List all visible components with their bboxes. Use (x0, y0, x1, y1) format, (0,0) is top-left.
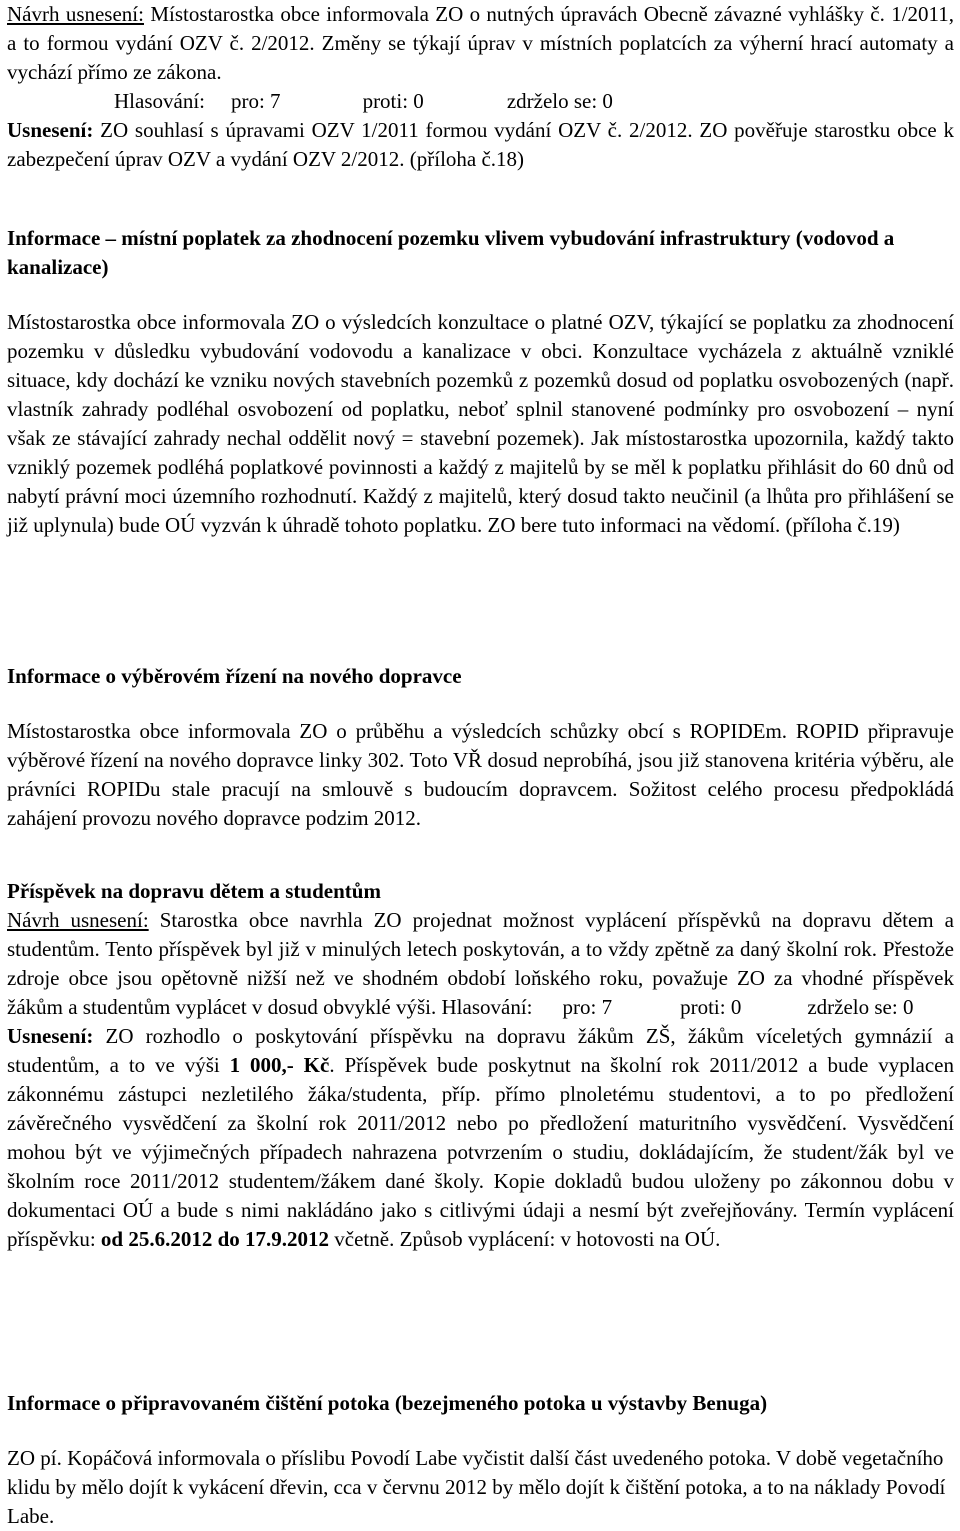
resolution-text: ZO souhlasí s úpravami OZV 1/2011 formou vydání OZV č. 2/2012. ZO pověřuje starostku obce k zabezpečení úprav OZV a vydání OZV 2/2012. (příloha č.18) (7, 118, 954, 171)
section-carrier-tender (7, 662, 954, 833)
allowance-amount: 1 000,- Kč (229, 1053, 330, 1077)
resolution-label: Usnesení: (7, 118, 94, 142)
section-heading: Informace – místní poplatek za zhodnocení pozemku vlivem vybudování infrastruktury (vodovod a kanalizace) (7, 226, 895, 279)
vote-abstain: zdrželo se: 0 (807, 995, 914, 1019)
section-text: Místostarostka obce informovala ZO o průběhu a výsledcích schůzky obcí s ROPIDEm. ROPID připravuje výběrové řízení na nového dopravce linky 302. Toto VŘ dosud neprobíhá, jsou již stanovena kritéria výběru, ale právníci ROPIDu stale pracují na smlouvě s budoucím dopravcem. Sožitost celého procesu předpokládá zahájení provozu nového dopravce podzim 2012. (7, 719, 954, 830)
section-text: ZO pí. Kopáčová informovala o příslibu Povodí Labe vyčistit další část uvedeného potoka. V době vegetačního klidu by mělo dojít k vykácení dřevin, cca v červnu 2012 by mělo dojít k čištění potoka, a to na náklady Povodí Labe. (7, 1446, 946, 1528)
resolution-label: Usnesení: (7, 1024, 94, 1048)
resolution-text-1: ZO rozhodlo o poskytování příspěvku na dopravu žákům ZŠ, žákům víceletých gymnázií a studentům, a to ve výši (7, 1024, 954, 1077)
resolution-text-2: . Příspěvek bude poskytnut na školní rok 2011/2012 a bude vyplacen zákonnému zástupci nezletilého žáka/studenta, příp. přímo plnoletému studentovi, a to po předložení závěrečného vysvědčení za školní rok 2011/2012 nebo po předložení maturitního vysvědčení. Vysvědčení mohou být ve výjimečných případech nahrazena potvrzením o studiu, dokládajícím, že student/žák byl ve školním roce 2011/2012 studentem/žákem dané školy. Kopie dokladů budou uloženy po zákonnou dobu v dokumentaci OÚ a bude s nimi nakládáno jako s citlivými údaji a nesmí být zveřejňovány. Termín vyplácení příspěvku: (7, 1053, 954, 1251)
payment-period: od 25.6.2012 do 17.9.2012 (100, 1227, 330, 1251)
vote-line (7, 87, 954, 116)
vote-for: pro: 7 (562, 995, 613, 1019)
proposal-label: Návrh usnesení: (7, 908, 149, 932)
proposal-text: Starostka obce navrhla ZO projednat možnost vyplácení příspěvků na dopravu dětem a studentům. Tento příspěvek byl již v minulých letech poskytován, a to vždy zpětně za daný školní rok. Přestože zdroje obce jsou opětovně nižší než ve shodném období loňského roku, považuje ZO za vhodné příspěvek žákům a studentům vyplácet v dosud obvyklé výši. (7, 908, 954, 1019)
proposal-text: Místostarostka obce informovala ZO o nutných úpravách Obecně závazné vyhlášky č. 1/2011, a to formou vydání OZV č. 2/2012. Změny se týkají úprav v místních poplatcích za výherní hrací automaty a vychází přímo ze zákona. (7, 2, 954, 84)
section-land-fee (7, 224, 954, 540)
vote-label: Hlasování: (441, 995, 533, 1019)
resolution-paragraph (7, 1022, 954, 1254)
resolution-text-3: včetně. Způsob vyplácení: v hotovosti na OÚ. (329, 1227, 721, 1251)
proposal-paragraph (7, 0, 954, 87)
section-ozv-amendment (7, 0, 954, 174)
resolution-paragraph (7, 116, 954, 174)
section-heading: Informace o připravovaném čištění potoka (bezejmeného potoka u výstavby Benuga) (7, 1391, 768, 1415)
section-transport-allowance (7, 877, 954, 1254)
section-heading: Informace o výběrovém řízení na nového dopravce (7, 664, 462, 688)
section-stream-cleaning (7, 1389, 954, 1531)
proposal-label: Návrh usnesení: (7, 2, 144, 26)
section-heading: Příspěvek na dopravu dětem a studentům (7, 879, 381, 903)
vote-abstain: zdrželo se: 0 (506, 89, 613, 113)
proposal-paragraph (7, 906, 954, 1022)
vote-against: proti: 0 (362, 89, 424, 113)
vote-label: Hlasování: (114, 89, 205, 113)
vote-for: pro: 7 (230, 89, 281, 113)
vote-against: proti: 0 (680, 995, 742, 1019)
section-text: Místostarostka obce informovala ZO o výsledcích konzultace o platné OZV, týkající se poplatku za zhodnocení pozemku v důsledku vybudování vodovodu a kanalizace v obci. Konzultace vycházela z aktuálně vzniklé situace, kdy dochází ke vzniku nových stavebních pozemků z pozemků dosud od poplatku osvobozených (např. vlastník zahrady podléhal osvobození od poplatku, neboť splnil stanovené podmínky pro osvobození – nyní však ze stávající zahrady nechal oddělit nový = stavební pozemek). Jak místostarostka upozornila, každý takto vzniklý pozemek podléhá poplatkové povinnosti a každý z majitelů by se měl k poplatku přihlásit do 60 dnů od nabytí právní moci územního rozhodnutí. Každý z majitelů, který dosud takto neučinil (a lhůta pro přihlášení se již uplynula) bude OÚ vyzván k úhradě tohoto poplatku. ZO bere tuto informaci na vědomí. (příloha č.19) (7, 310, 954, 537)
